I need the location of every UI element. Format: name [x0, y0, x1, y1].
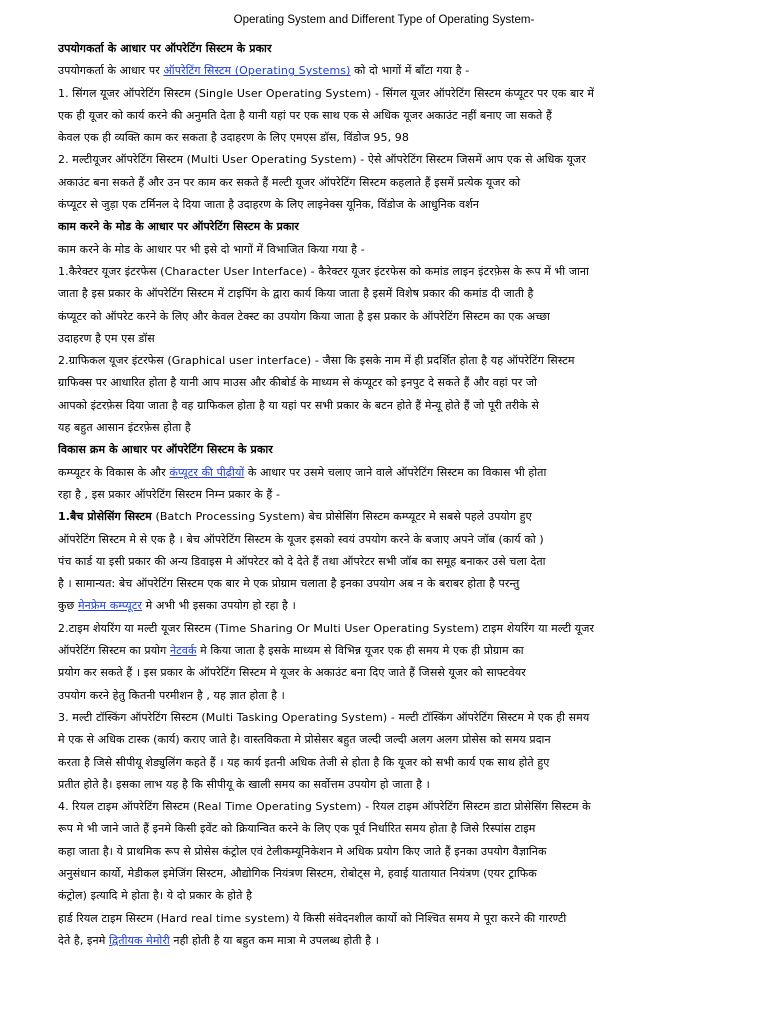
text-line: [58, 283, 710, 305]
text-line: [58, 573, 710, 595]
text-span: 2.टाइम शेयरिंग या मल्टी यूजर सिस्टम (Time Sharing Or Multi User Operating System) टाइम शेयरिंग या मल्टी यूजर: [58, 621, 595, 635]
section-heading: [58, 439, 710, 461]
text-line: [58, 83, 710, 105]
text-span: 1.कैरेक्टर यूजर इंटरफेस (Character User Interface) - कैरेक्टर यूजर इंटरफेस को कमांड लाइन इंटरफ़ेस के रूप में भी जाना: [58, 264, 589, 278]
text-span: नही होती है या बहुत कम मात्रा मे उपलब्ध होती है ।: [169, 933, 379, 947]
text-line: [58, 105, 710, 127]
text-line: [58, 239, 710, 261]
text-line: [58, 194, 710, 216]
text-line: [58, 595, 710, 617]
text-span: है । सामान्यत: बेच ऑपरेटिंग सिस्टम एक बार मे एक प्रोग्राम चलाता है इनका उपयोग अब न के बराबर होता है परन्तु: [58, 577, 520, 591]
text-span: उदाहरण है एम एस डॉस: [58, 331, 155, 345]
text-span: कंप्यूटर को ऑपरेट करने के लिए और केवल टेक्स्ट का उपयोग किया जाता है इस प्रकार के ऑपरेटिंग सिस्टम का एक अच्छा: [58, 309, 550, 323]
bold-text: उपयोगकर्ता के आधार पर ऑपरेटिंग सिस्टम के प्रकार: [58, 42, 272, 55]
text-line: [58, 885, 710, 907]
text-line: [58, 662, 710, 684]
text-line: [58, 640, 710, 662]
text-span: अनुसंधान कार्यो, मेडीकल इमेजिंग सिस्टम, औद्योगिक नियंत्रण सिस्टम, रोबोट्स मे, हवाई यातायात नियंत्रण (एयर ट्राफिक: [58, 866, 537, 880]
text-span: के आधार पर उसमे चलाए जाने वाले ऑपरेटिंग सिस्टम का विकास भी होता: [244, 465, 547, 479]
section-heading: [58, 38, 710, 60]
text-span: (Batch Processing System) बेच प्रोसेसिंग सिस्टम कम्प्यूटर मे सबसे पहले उपयोग हुए: [151, 510, 532, 524]
text-span: आपको इंटरफ़ेस दिया जाता है वह ग्राफिकल होता है या यहां पर सभी प्रकार के बटन होते हैं मेन्यू होते हैं जो पूरी तरीके से: [58, 398, 539, 412]
text-span: 2.ग्राफिकल यूजर इंटरफेस (Graphical user interface) - जैसा कि इसके नाम में ही प्रदर्शित होता है यह ऑपरेटिंग सिस्टम: [58, 354, 575, 368]
text-span: रूप मे भी जाने जाते हैं इनमे किसी इवेंट को क्रियान्वित करने के लिए एक पूर्व निर्धारित समय होता है जिसे रिस्पांस टाइम: [58, 822, 536, 836]
text-span: कंप्यूटर से जुड़ा एक टर्मिनल दे दिया जाता है उदाहरण के लिए लाइनेक्स यूनिक, विंडोज के आधुनिक वर्शन: [58, 198, 479, 212]
text-line: [58, 774, 710, 796]
inline-link[interactable]: मेनफ्रेम कम्प्यूटर: [77, 599, 142, 613]
text-span: काम करने के मोड के आधार पर भी इसे दो भागों में विभाजित किया गया है -: [58, 242, 365, 256]
text-span: प्रयोग कर सकते हैं । इस प्रकार के ऑपरेटिंग सिस्टम मे यूजर के अकाउंट बना दिए जाते हैं जिससे यूजर को साफ्टवेयर: [58, 666, 526, 680]
text-line: [58, 462, 710, 484]
document-body: [58, 38, 710, 952]
text-line: [58, 306, 710, 328]
text-line: [58, 729, 710, 751]
text-line: [58, 908, 710, 930]
text-line: [58, 863, 710, 885]
text-span: को दो भागों में बाँटा गया है -: [350, 64, 470, 78]
text-span: अकाउंट बना सकते हैं और उन पर काम कर सकते हैं मल्टी यूजर ऑपरेटिंग सिस्टम कहलाते हैं इसमें प्रत्येक यूजर को: [58, 175, 521, 189]
text-span: मे अभी भी इसका उपयोग हो रहा है ।: [142, 599, 296, 613]
text-span: 4. रियल टाइम ऑपरेटिंग सिस्टम (Real Time Operating System) - रियल टाइम ऑपरेटिंग सिस्टम डाटा प्रोसेसिंग सिस्टम के: [58, 800, 591, 814]
text-span: मे किया जाता है इसके माध्यम से विभिन्न यूजर एक ही समय मे एक ही प्रोग्राम का: [196, 644, 524, 658]
text-span: यह बहुत आसान इंटरफ़ेस होता है: [58, 421, 191, 435]
text-span: 2. मल्टीयूजर ऑपरेटिंग सिस्टम (Multi User Operating System) - ऐसे ऑपरेटिंग सिस्टम जिसमें आप एक से अधिक यूजर: [58, 153, 586, 167]
bold-text: काम करने के मोड के आधार पर ऑपरेटिंग सिस्टम के प्रकार: [58, 220, 300, 234]
bold-text: 1.बैच प्रोसेसिंग सिस्टम: [58, 510, 152, 524]
text-span: कुछ: [58, 599, 78, 613]
text-span: करता है जिसे सीपीयू शेड्युलिंग कहते हैं । यह कार्य इतनी अधिक तेजी से होता है कि यूजर को सभी कार्य एक साथ होते हुए: [58, 755, 550, 769]
text-span: एक ही यूजर को कार्य करने की अनुमति देता है यानी यहां पर एक साथ एक से अधिक यूजर अकाउंट नहीं बनाए जा सकते हैं: [58, 108, 552, 122]
section-heading: [58, 216, 710, 238]
text-span: ऑपरेटिंग सिस्टम मे से एक है । बेच ऑपरेटिंग सिस्टम के यूजर इसको स्वयं उपयोग करने के बजाए अपने जॉब (कार्य को ): [58, 532, 544, 546]
text-line: [58, 172, 710, 194]
text-line: [58, 395, 710, 417]
text-span: उपयोगकर्ता के आधार पर: [58, 64, 164, 78]
text-span: कहा जाता है। ये प्राथमिक रूप से प्रोसेस कंट्रोल एवं टेलीकम्यूनिकेशन मे अधिक प्रयोग किए जाते हैं इनका उपयोग वैज्ञानिक: [58, 844, 547, 858]
text-line: [58, 551, 710, 573]
text-line: [58, 506, 710, 528]
text-span: हार्ड रियल टाइम सिस्टम (Hard real time system) ये किसी संवेदनशील कार्यो को निश्चित समय मे पूरा करने की गारण्टी: [58, 911, 567, 925]
text-span: केवल एक ही व्यक्ति काम कर सकता है उदाहरण के लिए एमएस डॉस, विंडोज 95, 98: [58, 131, 409, 145]
text-span: 1. सिंगल यूजर ऑपरेटिंग सिस्टम (Single User Operating System) - सिंगल यूजर ऑपरेटिंग सिस्टम कंप्यूटर पर एक बार में: [58, 86, 595, 100]
inline-link[interactable]: द्वितीयक मेमोरी: [109, 933, 170, 947]
text-span: मे एक से अधिक टास्क (कार्य) कराए जाते है। वास्तविकता मे प्रोसेसर बहुत जल्दी जल्दी अलग अलग प्रोसेस को समय प्रदान: [58, 733, 551, 747]
text-line: [58, 484, 710, 506]
text-span: ग्राफिक्स पर आधारित होता है यानी आप माउस और कीबोर्ड के माध्यम से कंप्यूटर को इनपुट दे सकते हैं और वहां पर जो: [58, 376, 538, 390]
text-span: 3. मल्टी टॉस्किंग ऑपरेटिंग सिस्टम (Multi Tasking Operating System) - मल्टी टॉस्किंग ऑपरेटिंग सिस्टम मे एक ही समय: [58, 710, 590, 724]
text-line: [58, 372, 710, 394]
text-line: [58, 818, 710, 840]
text-line: [58, 841, 710, 863]
text-span: प्रतीत होते है। इसका लाभ यह है कि सीपीयू के खाली समय का सर्वोत्तम उपयोग हो जाता है ।: [58, 777, 430, 791]
text-line: [58, 261, 710, 283]
text-line: [58, 127, 710, 149]
inline-link[interactable]: ऑपरेटिंग सिस्टम (Operating Systems): [163, 64, 351, 78]
text-line: [58, 752, 710, 774]
text-line: [58, 796, 710, 818]
text-span: जाता है इस प्रकार के ऑपरेटिंग सिस्टम में टाइपिंग के द्वारा कार्य किया जाता है इसमें विशेष प्रकार की कमांड दी जाती है: [58, 287, 534, 301]
text-span: ऑपरेटिंग सिस्टम का प्रयोग: [58, 644, 170, 658]
text-span: रहा है , इस प्रकार ऑपरेटिंग सिस्टम निम्न प्रकार के हैं -: [58, 487, 281, 501]
text-line: [58, 618, 710, 640]
text-span: कम्प्यूटर के विकास के और: [58, 465, 170, 479]
text-line: [58, 707, 710, 729]
text-line: [58, 60, 710, 82]
document-title: Operating System and Different Type of Operating System-: [233, 14, 535, 26]
text-span: देते है, इनमे: [58, 933, 110, 947]
text-span: पंच कार्ड या इसी प्रकार की अन्य डिवाइस मे ऑपरेटर को दे देते हैं तथा ऑपरेटर सभी जॉब का समूह बनाकर उसे चला देता: [58, 554, 546, 568]
text-line: [58, 350, 710, 372]
text-line: [58, 149, 710, 171]
inline-link[interactable]: कंप्यूटर की पीढ़ीयों: [169, 465, 245, 479]
bold-text: विकास क्रम के आधार पर ऑपरेटिंग सिस्टम के प्रकार: [58, 443, 273, 457]
text-line: [58, 328, 710, 350]
text-line: [58, 417, 710, 439]
text-line: [58, 529, 710, 551]
text-line: [58, 685, 710, 707]
inline-link[interactable]: नेटवर्क: [169, 644, 197, 658]
text-span: कंट्रोल) इत्यादि मे होता है। ये दो प्रकार के होते है: [58, 889, 253, 903]
text-line: [58, 930, 710, 952]
text-span: उपयोग करने हेतु कितनी परमीशन है , यह ज्ञात होता है ।: [58, 688, 285, 702]
